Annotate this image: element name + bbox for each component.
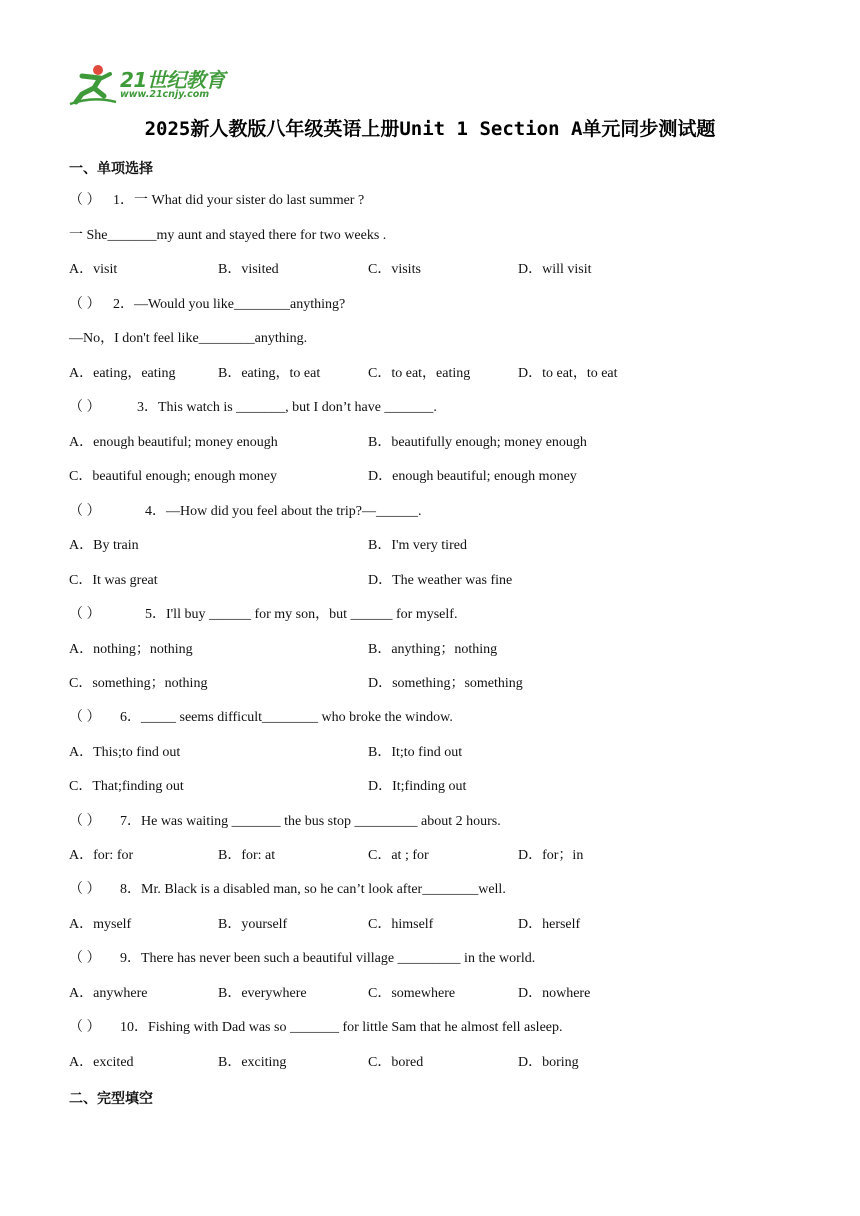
option-c: C．somewhere [368,986,456,1001]
option-b: B．It;to find out [368,745,463,760]
answer-bracket: （ ） [69,1020,101,1035]
option-b: B．for: at [218,848,276,863]
option-d: D．nowhere [518,986,591,1001]
option-b: B．visited [218,262,279,277]
option-a: A．enough beautiful; money enough [69,435,278,450]
question-text: 5．I'll buy ______ for my son，but ______ for myself. [145,607,458,622]
option-a: A．myself [69,917,132,932]
question-text-continued: —No，I don't feel like________anything. [69,331,308,346]
question-text: 3．This watch is _______, but I don’t have _______. [137,400,437,415]
option-b: B．beautifully enough; money enough [368,435,587,450]
logo-url: www.21cnjy.com [120,89,210,100]
option-c: C．himself [368,917,434,932]
option-d: D．It;finding out [368,779,467,794]
option-b: B．exciting [218,1055,287,1070]
answer-bracket: （ ） [69,710,101,725]
option-a: A．for: for [69,848,134,863]
option-b: B．eating，to eat [218,366,321,381]
question-text: 9．There has never been such a beautiful village _________ in the world. [120,951,536,966]
answer-bracket: （ ） [69,504,101,519]
page-title: 2025新人教版八年级英语上册Unit 1 Section A单元同步测试题 [144,118,716,140]
option-d: D．something；something [368,676,523,691]
question-stem [69,1019,563,1037]
answer-bracket: （ ） [69,814,101,829]
option-d: D．will visit [518,262,592,277]
option-b: B．anything；nothing [368,642,498,657]
option-a: A．eating，eating [69,366,176,381]
question-stem [69,503,421,521]
option-d: D．enough beautiful; enough money [368,469,577,484]
answer-bracket: （ ） [69,193,101,208]
question-stem [69,881,506,899]
option-c: C．something；nothing [69,676,208,691]
option-a: A．visit [69,262,118,277]
question-stem [69,192,364,210]
option-d: D．herself [518,917,581,932]
question-stem [69,606,457,624]
option-c: C．That;finding out [69,779,184,794]
answer-bracket: （ ） [69,400,101,415]
question-stem [69,950,535,968]
question-text: 2．—Would you like________anything? [113,297,346,312]
runner-logo-icon [68,62,118,106]
answer-bracket: （ ） [69,951,101,966]
option-a: A．nothing；nothing [69,642,193,657]
option-b: B．I'm very tired [368,538,467,553]
question-text: 4．—How did you feel about the trip?—______. [145,504,422,519]
option-c: C．beautiful enough; enough money [69,469,278,484]
option-a: A．By train [69,538,139,553]
question-text: 10．Fishing with Dad was so _______ for little Sam that he almost fell asleep. [120,1020,563,1035]
option-d: D．The weather was fine [368,573,513,588]
question-stem [69,813,501,831]
section-heading-cloze: 二、完型填空 [69,1091,153,1107]
option-d: D．to eat，to eat [518,366,618,381]
answer-bracket: （ ） [69,607,101,622]
question-stem [69,709,453,727]
option-a: A．excited [69,1055,134,1070]
answer-bracket: （ ） [69,297,101,312]
option-b: B．yourself [218,917,288,932]
question-stem [69,296,345,314]
option-c: C．visits [368,262,421,277]
option-b: B．everywhere [218,986,307,1001]
section-heading-single-choice: 一、单项选择 [69,161,153,177]
option-d: D．boring [518,1055,579,1070]
option-c: C．It was great [69,573,158,588]
question-text-continued: 一 She_______my aunt and stayed there for two weeks . [69,228,387,243]
question-text: 8．Mr. Black is a disabled man, so he can’t look after________well. [120,882,506,897]
option-a: A．anywhere [69,986,148,1001]
logo [68,62,238,106]
question-text: 1．一 What did your sister do last summer ? [113,193,365,208]
question-text: 7．He was waiting _______ the bus stop _________ about 2 hours. [120,814,501,829]
option-d: D．for；in [518,848,584,863]
option-c: C．to eat，eating [368,366,471,381]
logo-text: 21世纪教育 [120,68,225,92]
option-c: C．bored [368,1055,424,1070]
option-c: C．at ; for [368,848,429,863]
option-a: A．This;to find out [69,745,181,760]
question-text: 6．_____ seems difficult________ who broke the window. [120,710,453,725]
answer-bracket: （ ） [69,882,101,897]
question-stem [69,399,437,417]
